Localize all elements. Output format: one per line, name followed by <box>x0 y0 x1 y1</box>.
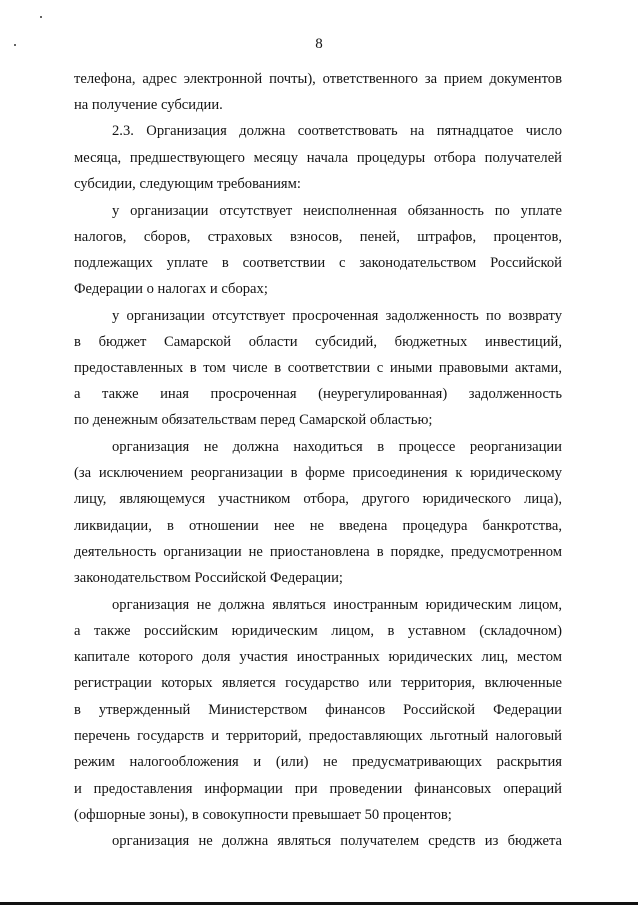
page-number: 8 <box>315 36 323 52</box>
text-line: законодательством Российской Федерации; <box>74 570 343 586</box>
text-line: (офшорные зоны), в совокупности превышает 50 процентов; <box>74 807 452 823</box>
text-line: субсидии, следующим требованиям: <box>74 176 301 192</box>
scan-speck <box>40 16 42 18</box>
text-line: в утвержденный Министерством финансов Российской Федерации <box>74 702 562 718</box>
text-line: деятельность организации не приостановлена в порядке, предусмотренном <box>74 544 562 560</box>
text-line: подлежащих уплате в соответствии с законодательством Российской <box>74 255 562 271</box>
text-line: на получение субсидии. <box>74 97 223 113</box>
text-line: предоставленных в том числе в соответствии с иными правовыми актами, <box>74 360 562 376</box>
text-line: перечень государств и территорий, предоставляющих льготный налоговый <box>74 728 562 744</box>
text-line: 2.3. Организация должна соответствовать на пятнадцатое число <box>112 123 562 139</box>
text-line: а также российским юридическим лицом, в уставном (складочном) <box>74 623 562 639</box>
text-line: лицу, являющемуся участником отбора, другого юридического лица), <box>74 491 562 507</box>
text-line: регистрации которых является государство или территория, включенные <box>74 675 562 691</box>
text-line: Федерации о налогах и сборах; <box>74 281 268 297</box>
text-line: и предоставления информации при проведении финансовых операций <box>74 781 562 797</box>
text-line: (за исключением реорганизации в форме присоединения к юридическому <box>74 465 562 481</box>
text-line: а также иная просроченная (неурегулированная) задолженность <box>74 386 562 402</box>
text-line: по денежным обязательствам перед Самарской областью; <box>74 412 433 428</box>
text-line: налогов, сборов, страховых взносов, пеней, штрафов, процентов, <box>74 229 562 245</box>
text-line: в бюджет Самарской области субсидий, бюджетных инвестиций, <box>74 334 562 350</box>
text-line: ликвидации, в отношении нее не введена процедура банкротства, <box>74 518 562 534</box>
text-line: месяца, предшествующего месяцу начала процедуры отбора получателей <box>74 150 562 166</box>
text-line: организация не должна являться получателем средств из бюджета <box>112 833 562 849</box>
text-line: у организации отсутствует просроченная задолженность по возврату <box>112 308 562 324</box>
text-line: телефона, адрес электронной почты), ответственного за прием документов <box>74 71 562 87</box>
text-line: организация не должна находиться в процессе реорганизации <box>112 439 562 455</box>
text-line: у организации отсутствует неисполненная обязанность по уплате <box>112 203 562 219</box>
text-line: режим налогообложения и (или) не предусматривающих раскрытия <box>74 754 562 770</box>
text-line: организация не должна являться иностранным юридическим лицом, <box>112 597 562 613</box>
text-line: капитале которого доля участия иностранных юридических лиц, местом <box>74 649 562 665</box>
